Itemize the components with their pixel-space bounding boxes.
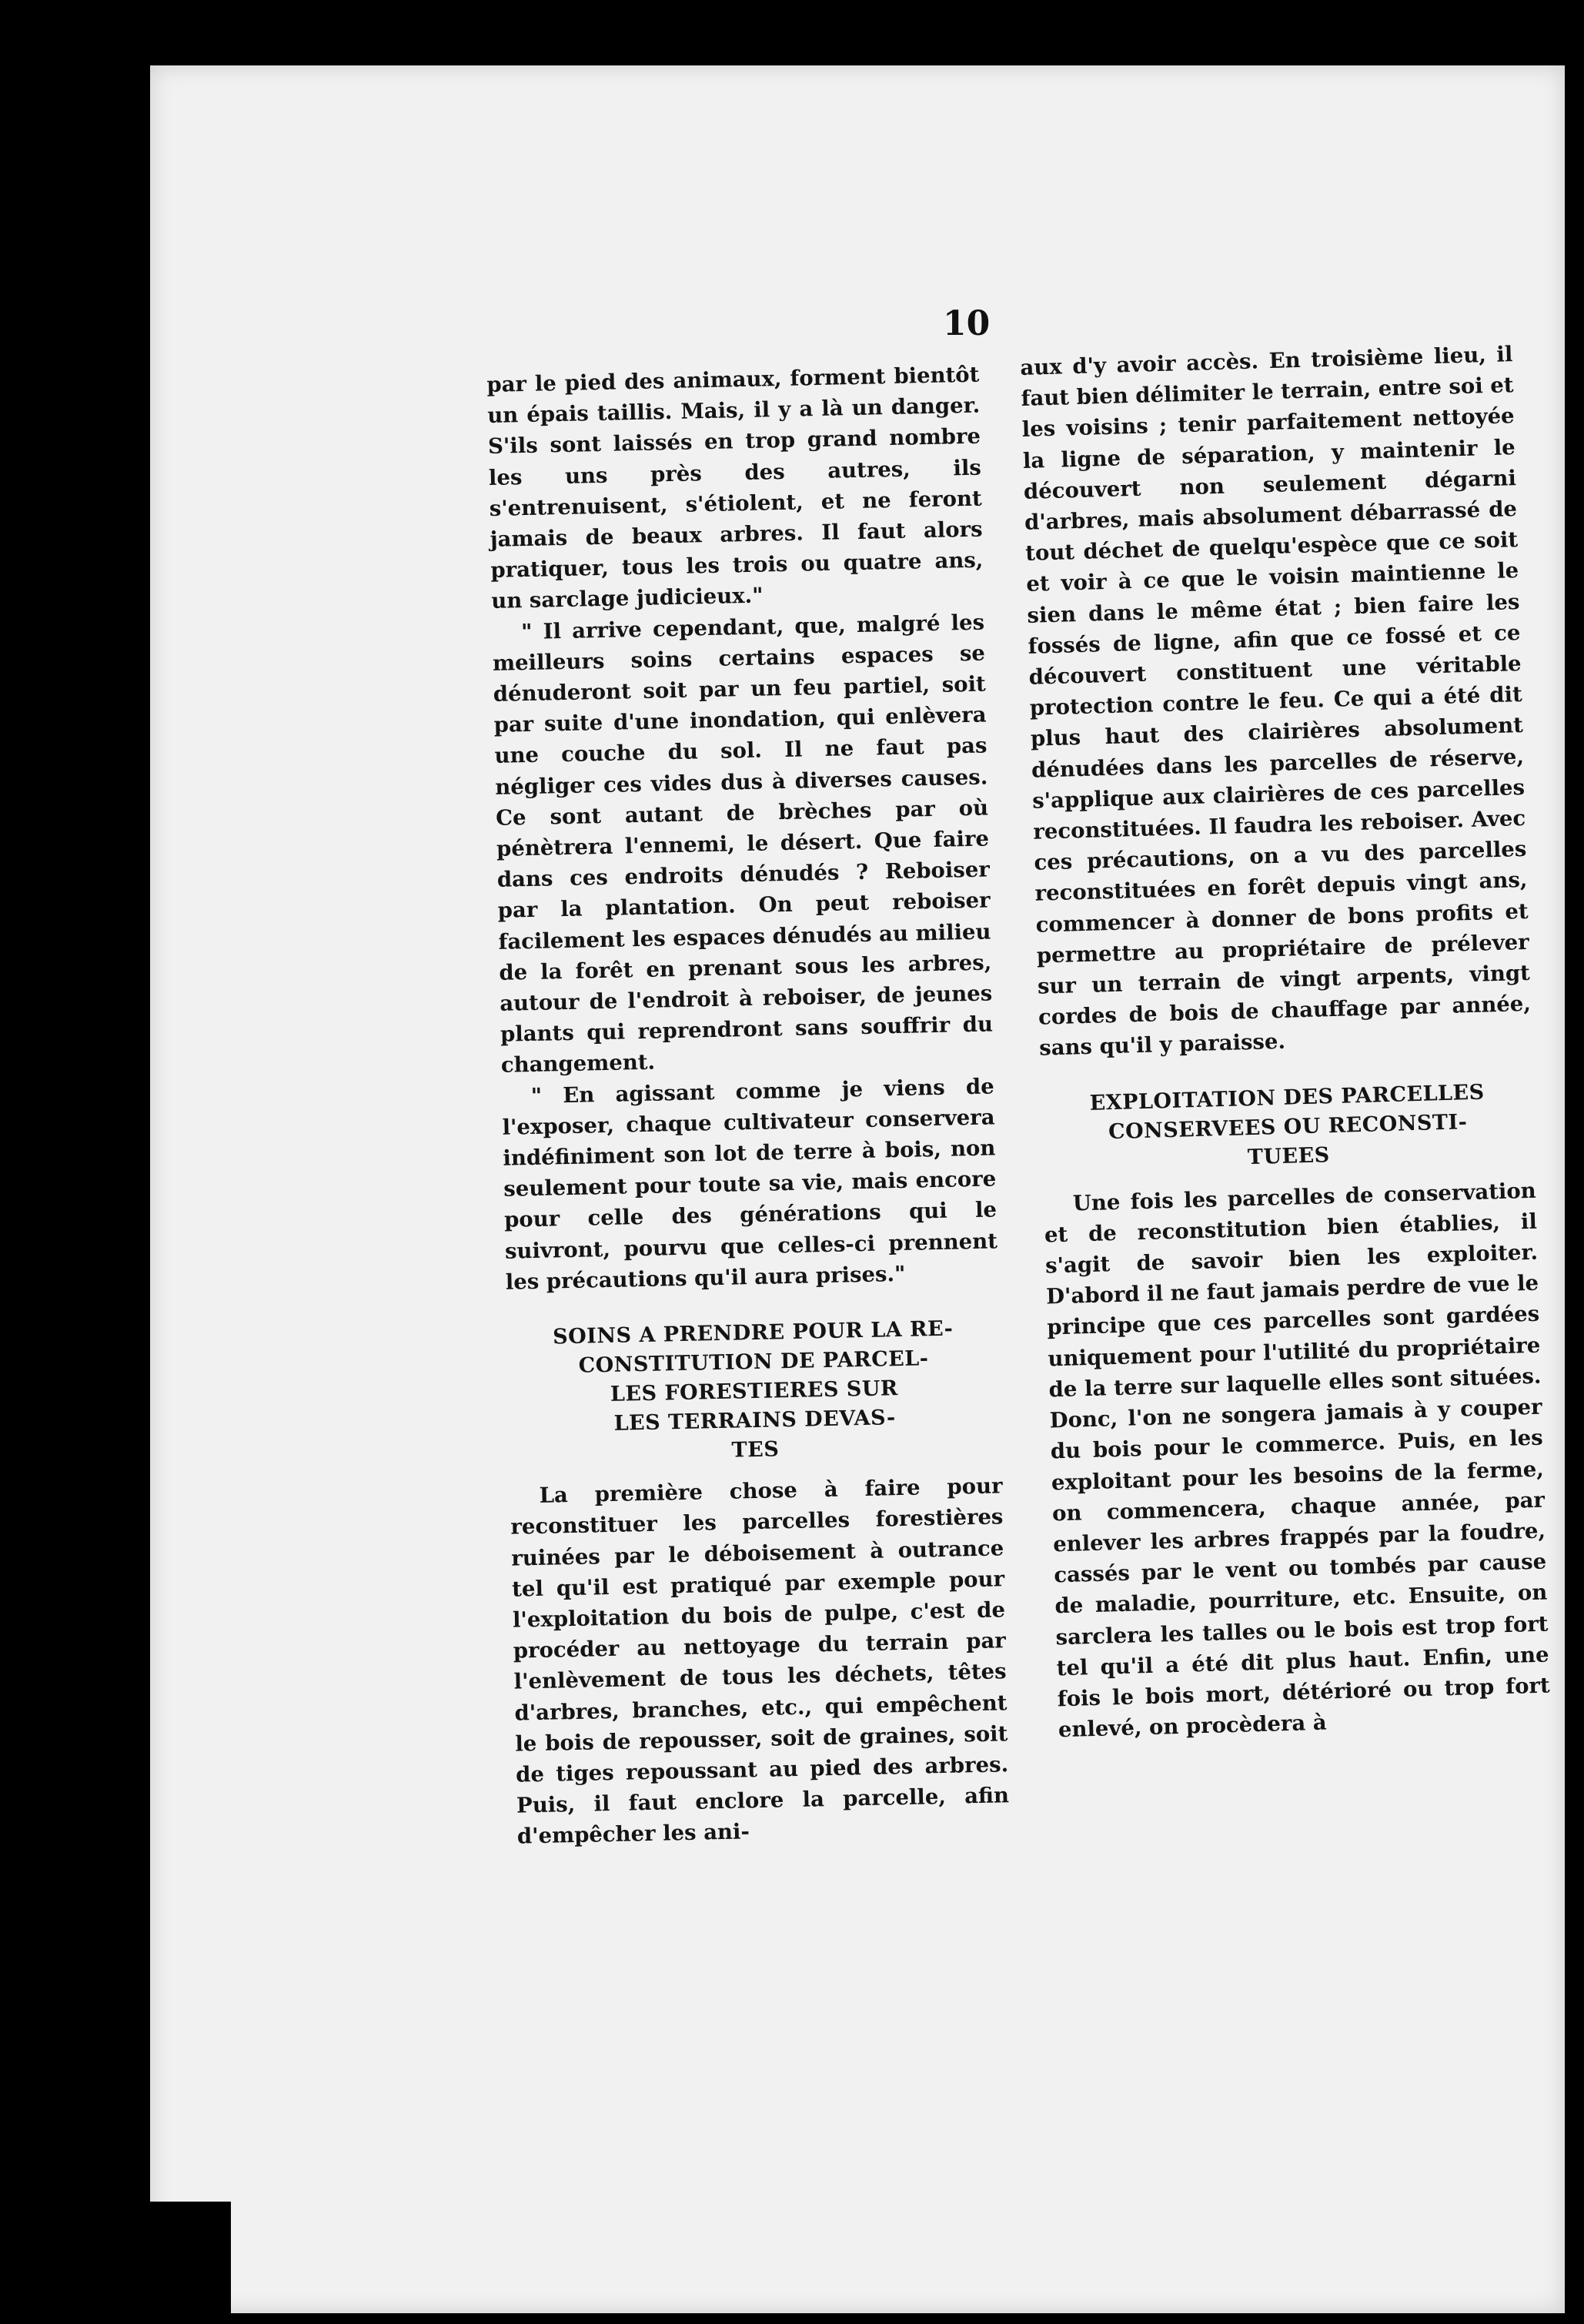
page-edge-shadow <box>139 2202 231 2324</box>
left-paragraph-1: par le pied des animaux, forment bientôt un épais taillis. Mais, il y a là un danger. S'ils sont laissés en trop grand nombre les uns près des autres, ils s'entrenuisent, s'étiolent, et ne feront jamais de beaux arbres. Il faut alors pratiquer, tous les trois ou quatre ans, un sarclage judicieux." <box>486 362 984 614</box>
right-column <box>1020 339 1551 1745</box>
page-number: 10 <box>943 304 991 343</box>
left-section-heading <box>506 1313 1002 1470</box>
left-heading-line: CONSTITUTION DE PARCEL- <box>578 1346 929 1378</box>
left-paragraph-4: La première chose à faire pour reconstituer les parcelles forestières ruinées par le déboisement à outrance tel qu'il est pratiqué par exemple pour l'exploitation du bois de pulpe, c'est de procéder au nettoyage du terrain par l'enlèvement de tous les déchets, têtes d'arbres, branches, etc., qui empêchent le bois de repousser, soit de graines, soit de tiges repoussant au pied des arbres. Puis, il faut enclore la parcelle, afin d'empêcher les ani- <box>510 1473 1010 1849</box>
right-heading-line: EXPLOITATION DES PARCELLES <box>1089 1080 1485 1115</box>
right-paragraph-2: Une fois les parcelles de conservation et de reconstitution bien établies, il s'agit de savoir bien les exploiter. D'abord il ne faut jamais perdre de vue le principe que ces parcelles sont gardées uniquement pour l'utilité du propriétaire de la terre sur laquelle elles sont situées. Donc, l'on ne songera jamais à y couper du bois pour le commerce. Puis, en les exploitant pour les besoins de la ferme, on commencera, chaque année, par enlever les arbres frappés par la foudre, cassés par le vent ou tombés par cause de maladie, pourriture, etc. Ensuite, on sarclera les talles ou le bois est trop fort tel qu'il a été dit plus haut. Enfin, une fois le bois mort, détérioré ou trop fort enlevé, on procèdera à <box>1044 1178 1551 1743</box>
right-section-heading <box>1041 1076 1536 1178</box>
left-heading-line: LES FORESTIERES SUR <box>610 1376 899 1407</box>
right-heading-line: CONSERVEES OU RECONSTI- <box>1108 1109 1468 1144</box>
right-paragraph-1: aux d'y avoir accès. En troisième lieu, il faut bien délimiter le terrain, entre soi et les voisins ; tenir parfaitement nettoyée la ligne de séparation, y maintenir le découvert non seulement dégarni d'arbres, mais absolument débarrassé de tout déchet de quelqu'espèce que ce soit et voir à ce que le voisin maintienne le sien dans le même état ; bien faire les fossés de ligne, afin que ce fossé et ce découvert constituent une véritable protection contre le feu. Ce qui a été dit plus haut des clairières absolument dénudées dans les parcelles de réserve, s'applique aux clairières de ces parcelles reconstituées. Il faudra les reboiser. Avec ces précautions, on a vu des parcelles reconstituées en forêt depuis vingt ans, commencer à donner de bons profits et permettre au propriétaire de prélever sur un terrain de vingt arpents, vingt cordes de bois de chauffage par année, sans qu'il y paraisse. <box>1020 342 1532 1062</box>
left-heading-line: LES TERRAINS DEVAS- <box>613 1406 897 1436</box>
left-paragraph-2: " Il arrive cependant, que, malgré les meilleurs soins certains espaces se dénuderont soit par un feu partiel, soit par suite d'une inondation, qui enlèvera une couche du sol. Il ne faut pas négliger ces vides dus à diverses causes. Ce sont autant de brèches par où pénètrera l'ennemi, le désert. Que faire dans ces endroits dénudés ? Reboiser par la plantation. On peut reboiser facilement les espaces dénudés au milieu de la forêt en prenant sous les arbres, autour de l'endroit à reboiser, de jeunes plants qui reprendront sans souffrir du changement. <box>492 610 994 1078</box>
left-heading-line: SOINS A PRENDRE POUR LA RE- <box>552 1316 954 1349</box>
left-heading-line: TES <box>731 1437 780 1463</box>
left-column <box>486 359 1010 1853</box>
left-paragraph-3: " En agissant comme je viens de l'exposer, chaque cultivateur conservera indéfiniment son lot de terre à bois, non seulement pour toute sa vie, mais encore pour celle des générations qui le suivront, pourvu que celles-ci prennent les précautions qu'il aura prises." <box>502 1074 998 1295</box>
right-heading-line: TUEES <box>1247 1142 1331 1169</box>
